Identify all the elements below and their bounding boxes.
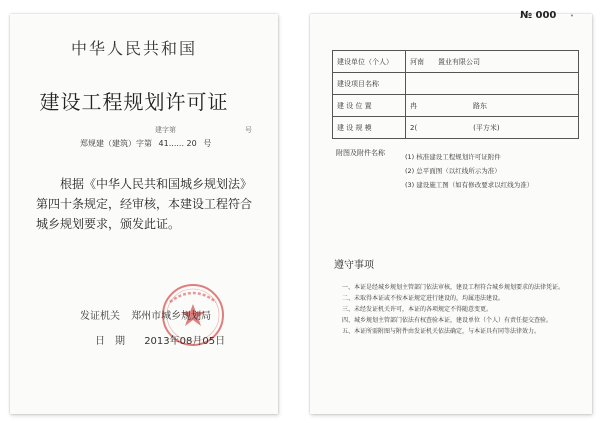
table-value: 2( (平方米) (406, 117, 579, 139)
list-item: (3) 建设施工图（如有修改要求以红线为准） (405, 181, 534, 189)
table-row (333, 117, 579, 139)
issuer-label: 发证机关 (80, 311, 120, 322)
certificate-title: 建设工程规划许可证 (39, 90, 229, 114)
issuer-row (80, 307, 211, 322)
registration-number: 41...... 20 (158, 139, 197, 148)
table-value: 河南 置业有限公司 (406, 51, 579, 73)
table-value (406, 73, 579, 95)
list-item: 二、未取得本证或不按本证规定进行建设的，均属违法建设。 (342, 295, 505, 302)
table-label: 建 设 规 模 (333, 117, 406, 139)
list-item: (1) 核准建设工程规划许可证附件 (405, 153, 501, 161)
table-row (333, 73, 579, 95)
attachments-label: 附图及附件名称 (336, 149, 385, 157)
list-item: 三、未经发证机关许可，本证的各项规定不得随意变更。 (342, 306, 493, 313)
table-row (333, 51, 579, 73)
date-value: 2013年08月05日 (144, 336, 226, 347)
issuer-value: 郑州市城乡规划局 (131, 311, 212, 322)
serial-number (520, 10, 574, 21)
notice-title: 遵守事项 (334, 260, 374, 271)
serial-mark: • (569, 12, 575, 20)
list-item: 五、本证所需附图与附件由发证机关依法确定，与本证具有同等法律效力。 (342, 328, 541, 335)
list-item: (2) 总平面图（以红线所示为准） (405, 167, 501, 175)
cert-number-line (155, 125, 252, 135)
date-label: 日 期 (95, 336, 125, 347)
registration-suffix: 号 (203, 139, 212, 148)
table-label: 建设单位（个人） (333, 51, 406, 73)
date-row (95, 332, 225, 347)
table-label: 建 设 位 置 (333, 95, 406, 117)
country-name: 中华人民共和国 (70, 39, 197, 58)
cert-number-suffix: 号 (245, 126, 252, 134)
table-row (333, 95, 579, 117)
attachments-list (405, 150, 575, 192)
notice-list (342, 282, 582, 337)
list-item: 四、城乡规划主管部门依法有权查验本证，建设单位（个人）有责任提交查验。 (342, 317, 553, 324)
certificate-body-text: 根据《中华人民共和国城乡规划法》第四十条规定，经审核，本建设工程符合城乡规划要求，颁发此证。 (36, 177, 253, 231)
cert-number-prefix: 建字第 (155, 126, 176, 134)
table-value: 冉 路东 (406, 95, 579, 117)
project-info-table (332, 50, 579, 139)
registration-label: 郑规建（建筑）字第 (80, 139, 152, 148)
table-label: 建设项目名称 (333, 73, 406, 95)
registration-line (80, 138, 215, 149)
serial-number-text: № 000 (520, 10, 557, 21)
list-item: 一、本证是经城乡规划主管部门依法审核，建设工程符合城乡规划要求的法律凭证。 (342, 284, 565, 291)
